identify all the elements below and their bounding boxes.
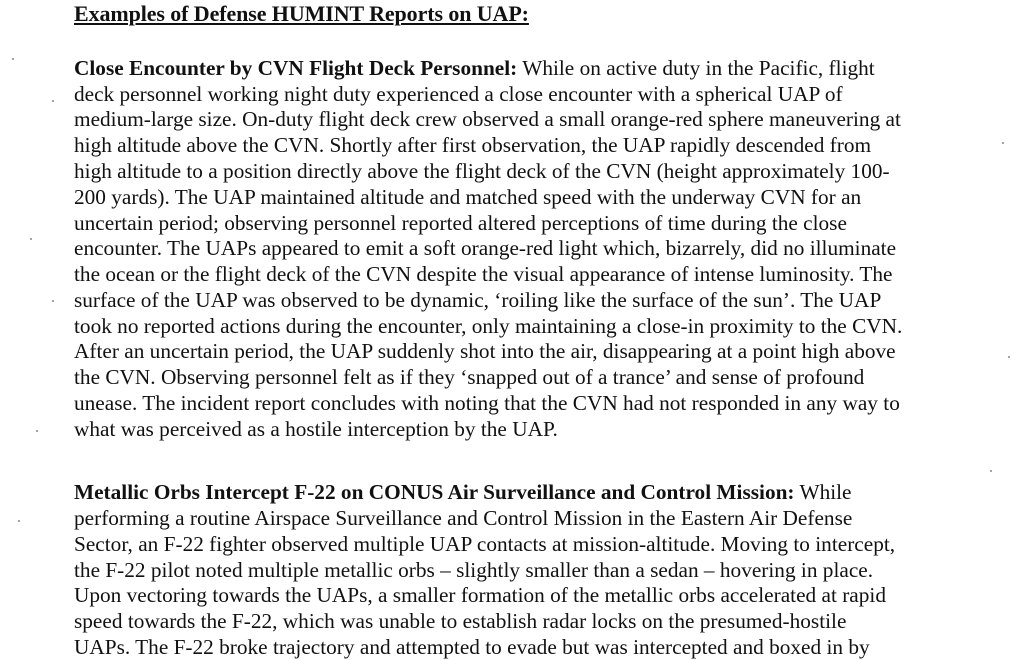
section-2-line: UAPs. The F-22 broke trajectory and attempted to evade but was intercepted and boxed in by bbox=[74, 635, 870, 659]
section-1-line: encounter. The UAPs appeared to emit a soft orange-red light which, bizarrely, did no illuminate bbox=[74, 236, 897, 260]
section-2-line: the F-22 pilot noted multiple metallic orbs – slightly smaller than a sedan – hovering in place. bbox=[74, 558, 874, 582]
section-2-title: Metallic Orbs Intercept F-22 on CONUS Air Surveillance and Control Mission: bbox=[74, 480, 795, 504]
section-1-line: uncertain period; observing personnel reported altered perceptions of time during the close bbox=[74, 211, 847, 235]
section-1-line: high altitude above the CVN. Shortly after first observation, the UAP rapidly descended from bbox=[74, 133, 872, 157]
section-2-line: Sector, an F-22 fighter observed multiple UAP contacts at mission-altitude. Moving to intercept, bbox=[74, 532, 896, 556]
section-1-line: took no reported actions during the encounter, only maintaining a close-in proximity to the CVN. bbox=[74, 314, 903, 338]
section-1-line: surface of the UAP was observed to be dynamic, ‘roiling like the surface of the sun’. The UAP bbox=[74, 288, 882, 312]
document-heading: Examples of Defense HUMINT Reports on UAP: bbox=[74, 1, 529, 26]
scan-speck bbox=[1008, 356, 1010, 358]
scan-speck bbox=[12, 58, 14, 60]
scan-speck bbox=[30, 238, 32, 240]
scan-speck bbox=[36, 430, 38, 432]
section-1-line: medium-large size. On-duty flight deck crew observed a small orange-red sphere maneuvering at bbox=[74, 107, 901, 131]
scan-speck bbox=[52, 300, 54, 302]
scan-speck bbox=[18, 520, 20, 522]
section-2-line: Upon vectoring towards the UAPs, a smaller formation of the metallic orbs accelerated at rapid bbox=[74, 583, 886, 607]
section-1-line: unease. The incident report concludes with noting that the CVN had not responded in any way to bbox=[74, 391, 900, 415]
section-1-title: Close Encounter by CVN Flight Deck Personnel: bbox=[74, 56, 518, 80]
section-1-line-1: Close Encounter by CVN Flight Deck Personnel: While on active duty in the Pacific, flight bbox=[74, 56, 875, 80]
section-1-line: deck personnel working night duty experienced a close encounter with a spherical UAP of bbox=[74, 82, 843, 106]
section-2-line-1: Metallic Orbs Intercept F-22 on CONUS Air Surveillance and Control Mission: While bbox=[74, 480, 852, 504]
section-1-line: 200 yards). The UAP maintained altitude and matched speed with the underway CVN for an bbox=[74, 185, 862, 209]
section-1-line: After an uncertain period, the UAP suddenly shot into the air, disappearing at a point high above bbox=[74, 339, 896, 363]
section-1-line: the CVN. Observing personnel felt as if they ‘snapped out of a trance’ and sense of profound bbox=[74, 365, 865, 389]
section-1-line: what was perceived as a hostile interception by the UAP. bbox=[74, 417, 558, 441]
section-1-line: the ocean or the flight deck of the CVN despite the visual appearance of intense luminosity. The bbox=[74, 262, 893, 286]
section-2-line: performing a routine Airspace Surveillance and Control Mission in the Eastern Air Defense bbox=[74, 506, 853, 530]
scan-speck bbox=[990, 470, 992, 472]
scan-speck bbox=[52, 100, 54, 102]
scan-speck bbox=[1002, 142, 1004, 144]
section-2-line: speed towards the F-22, which was unable to establish radar locks on the presumed-hostile bbox=[74, 609, 847, 633]
section-1-line: high altitude to a position directly above the flight deck of the CVN (height approximately 100- bbox=[74, 159, 890, 183]
